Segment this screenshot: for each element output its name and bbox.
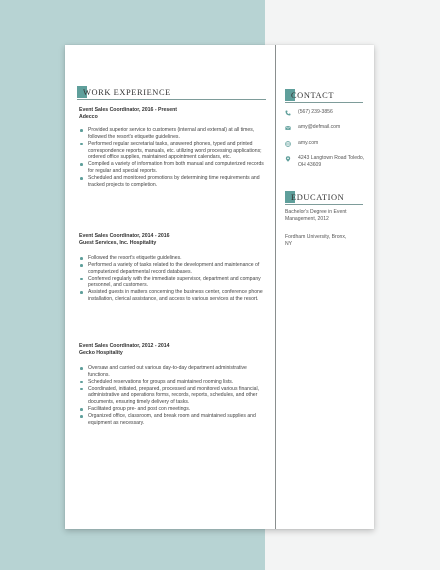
- contact-website: amy.com: [285, 140, 378, 147]
- list-item: Scheduled reservations for groups and maintained rooming lists.: [79, 379, 265, 386]
- phone-icon: [285, 110, 291, 116]
- mail-icon: [285, 125, 291, 131]
- list-item: Oversaw and carried out various day-to-day department administrative functions.: [79, 365, 265, 379]
- job-3-bullets: [79, 365, 265, 427]
- education-heading-underline: [285, 204, 363, 205]
- list-item: Organized office, classroom, and break room and maintained supplies and equipment as necessary.: [79, 413, 265, 427]
- job-3-title: Event Sales Coordinator, 2012 - 2014: [79, 343, 170, 349]
- list-item: Performed regular secretarial tasks, answered phones, typed and printed correspondence reports, manuals, etc. utilizing word processing applications; ordered office supplies, maintained appointment calendars, etc.: [79, 141, 265, 162]
- location-pin-icon: [285, 156, 291, 162]
- work-heading-underline: [77, 99, 266, 100]
- list-item: Followed the resort's etiquette guidelines.: [79, 255, 265, 262]
- globe-icon: [285, 141, 291, 147]
- job-3-company: Gecko Hospitality: [79, 350, 123, 356]
- job-2-title: Event Sales Coordinator, 2014 - 2016: [79, 233, 170, 239]
- education-heading: EDUCATION: [285, 191, 344, 203]
- list-item: Performed a variety of tasks related to the development and maintenance of computerized departmental record databases.: [79, 262, 265, 276]
- education-degree: Bachelor's Degree in Event Management, 2012: [285, 209, 347, 222]
- job-2-company: Guest Services, Inc. Hospitality: [79, 240, 157, 246]
- list-item: Compiled a variety of information from both manual and computerized records for regular and special reports.: [79, 161, 265, 175]
- list-item: Provided superior service to customers (internal and external) at all times, followed the resort's etiquette guidelines.: [79, 127, 265, 141]
- job-1-company: Adecco: [79, 114, 98, 120]
- contact-address: 4243 Langtown Road Toledo, OH 43609: [285, 155, 370, 168]
- contact-email: amy@defmail.com: [285, 124, 378, 131]
- list-item: Scheduled and monitored promotions by determining time requirements and tracked projects to completion.: [79, 175, 265, 189]
- list-item: Assisted guests in matters concerning the business center, conference phone installation, clerical assistance, and access to various services at the resort.: [79, 289, 265, 303]
- job-1-bullets: [79, 127, 265, 189]
- column-divider: [275, 45, 276, 529]
- contact-heading: CONTACT: [285, 89, 334, 101]
- work-experience-heading: WORK EXPERIENCE: [77, 86, 171, 98]
- contact-heading-underline: [285, 102, 363, 103]
- list-item: Conferred regularly with the immediate supervisor, department and company personnel, and customers.: [79, 276, 265, 290]
- list-item: Coordinated, initiated, prepared, processed and monitored various financial, administrative and operations forms, records, reports, schedules, and other documents, ensuring timely delivery of tasks.: [79, 386, 265, 407]
- job-1-title: Event Sales Coordinator, 2016 - Present: [79, 107, 178, 113]
- education-school: Fordham University, Bronx, NY: [285, 234, 347, 247]
- list-item: Facilitated group pre- and post con meetings.: [79, 406, 265, 413]
- contact-phone: (567) 239-3856: [285, 109, 378, 116]
- resume-page: [65, 45, 374, 529]
- job-2-bullets: [79, 255, 265, 303]
